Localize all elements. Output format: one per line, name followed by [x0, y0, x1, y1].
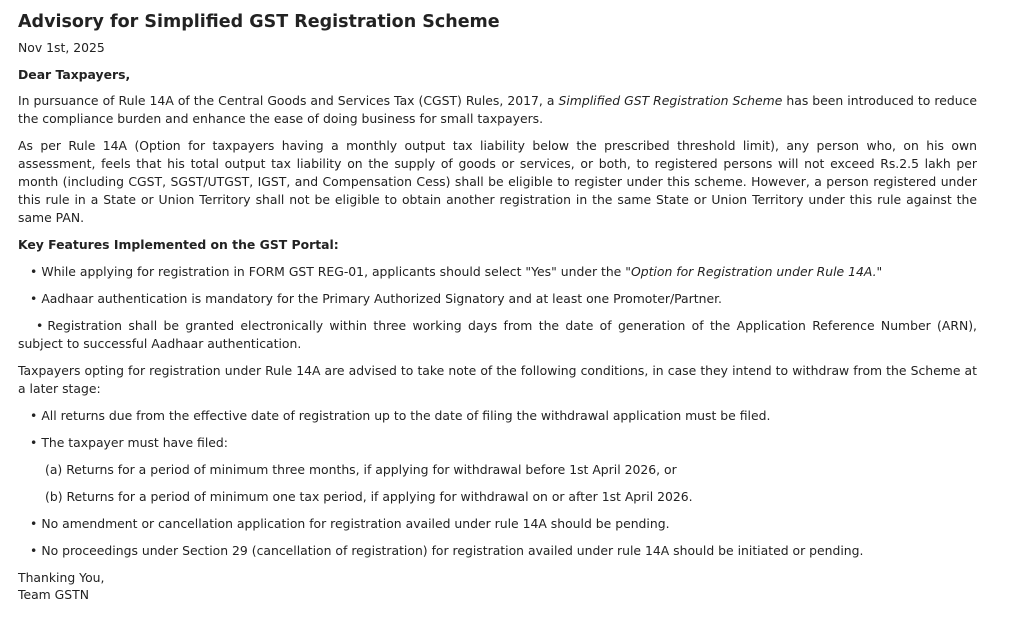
- feature-item: [18, 317, 977, 353]
- features-heading: Key Features Implemented on the GST Portal:: [18, 237, 339, 252]
- signature: Team GSTN: [18, 587, 89, 602]
- intro-text-before: In pursuance of Rule 14A of the Central Goods and Services Tax (CGST) Rules, 2017, a: [18, 93, 559, 108]
- feature-text: Aadhaar authentication is mandatory for the Primary Authorized Signatory and at least one Promoter/Partner.: [41, 291, 722, 306]
- scheme-name: Simplified GST Registration Scheme: [558, 93, 783, 108]
- option-label: "Option for Registration under Rule 14A.": [625, 264, 883, 279]
- page-title: Advisory for Simplified GST Registration Scheme: [18, 12, 500, 32]
- condition-text: All returns due from the effective date of registration up to the date of filing the withdrawal application must be filed.: [41, 408, 771, 423]
- advisory-date: Nov 1st, 2025: [18, 40, 105, 55]
- closing-line: Thanking You,: [18, 570, 105, 585]
- condition-item: [18, 434, 977, 452]
- condition-text: The taxpayer must have filed:: [41, 435, 228, 450]
- eligibility-paragraph: As per Rule 14A (Option for taxpayers having a monthly output tax liability below the prescribed threshold limit), any person who, on his own assessment, feels that his total output tax liability on the supply of goods or services, or both, to registered persons will not exceed Rs.2.5 lakh per month (including CGST, SGST/UTGST, IGST, and Compensation Cess) shall be eligible to register under this scheme. However, a person registered under this rule in a State or Union Territory shall not be eligible to obtain another registration in the same State or Union Territory under this rule against the same PAN.: [18, 138, 977, 225]
- feature-text: Registration shall be granted electronically within three working days from the date of generation of the Application Reference Number (ARN), subject to successful Aadhaar authentication.: [18, 318, 977, 351]
- bullet-icon: •: [30, 264, 38, 279]
- bullet-icon: •: [30, 408, 38, 423]
- feature-item: [18, 290, 977, 308]
- condition-item: [18, 407, 977, 425]
- sub-condition-item: (b) Returns for a period of minimum one tax period, if applying for withdrawal on or after 1st April 2026.: [45, 489, 693, 504]
- sub-condition-item: (a) Returns for a period of minimum three months, if applying for withdrawal before 1st April 2026, or: [45, 462, 677, 477]
- condition-item: [18, 515, 977, 533]
- bullet-icon: •: [30, 291, 38, 306]
- bullet-icon: •: [30, 516, 38, 531]
- bullet-icon: •: [30, 435, 38, 450]
- feature-item: [18, 263, 977, 281]
- condition-item: [18, 542, 977, 560]
- condition-text: No amendment or cancellation application for registration availed under rule 14A should be pending.: [41, 516, 670, 531]
- condition-text: No proceedings under Section 29 (cancellation of registration) for registration availed under rule 14A should be initiated or pending.: [41, 543, 864, 558]
- bullet-icon: •: [36, 318, 44, 333]
- feature-text: While applying for registration in FORM GST REG-01, applicants should select "Yes" under the: [41, 264, 626, 279]
- sign-off: [18, 569, 977, 603]
- greeting: Dear Taxpayers,: [18, 67, 131, 82]
- intro-paragraph: [18, 92, 977, 128]
- bullet-icon: •: [30, 543, 38, 558]
- withdrawal-intro: Taxpayers opting for registration under Rule 14A are advised to take note of the following conditions, in case they intend to withdraw from the Scheme at a later stage:: [18, 363, 977, 396]
- intro-text-after: has been introduced to reduce the compliance burden and enhance the ease of doing business for small taxpayers.: [18, 93, 977, 126]
